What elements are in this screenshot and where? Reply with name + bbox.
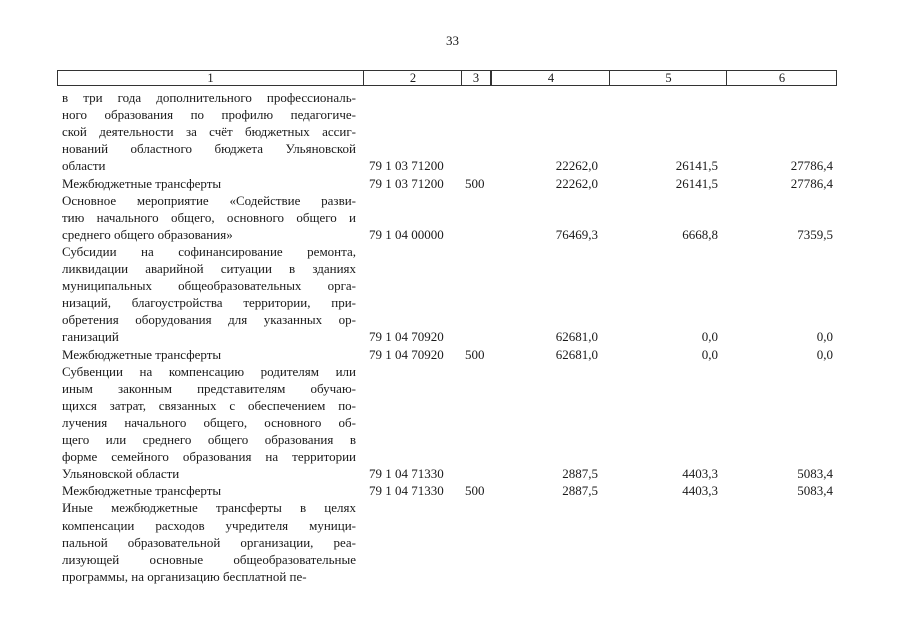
header-cell-5: 5 bbox=[609, 71, 727, 85]
row-value-col6: 7359,5 bbox=[797, 226, 833, 242]
row-value-col6: 0,0 bbox=[816, 329, 833, 345]
row-value-col5: 26141,5 bbox=[675, 158, 718, 174]
row-description-line: Основное мероприятие «Содействие разви- bbox=[62, 192, 356, 208]
row-description-line: иным законным представителям обучаю- bbox=[62, 380, 356, 396]
row-description-line: ской деятельности за счёт бюджетных ассиг- bbox=[62, 124, 356, 140]
row-description-line: Межбюджетные трансферты bbox=[62, 483, 222, 499]
row-expense-type bbox=[465, 226, 495, 243]
row-value-col5: 4403,3 bbox=[682, 466, 718, 482]
row-expense-type: 500 bbox=[465, 483, 485, 499]
row-code bbox=[369, 568, 469, 585]
row-value-col6: 27786,4 bbox=[790, 158, 833, 174]
row-description-line: лучения начального общего, основного об- bbox=[62, 414, 356, 430]
row-code: 79 1 03 71200 bbox=[369, 158, 444, 174]
row-description-line: в три года дополнительного профессиональ- bbox=[62, 90, 356, 105]
row-code: 79 1 04 70920 bbox=[369, 329, 444, 345]
row-description-line: Субсидии на софинансирование ремонта, bbox=[62, 243, 356, 259]
row-expense-type: 500 bbox=[465, 175, 485, 191]
row-value-col4: 2887,5 bbox=[562, 483, 598, 499]
header-cell-6: 6 bbox=[726, 71, 837, 85]
row-value-col6 bbox=[755, 568, 833, 585]
row-code: 79 1 04 00000 bbox=[369, 226, 444, 242]
row-value-col6: 27786,4 bbox=[790, 175, 833, 191]
row-expense-type bbox=[465, 157, 495, 174]
row-value-col4: 76469,3 bbox=[555, 226, 598, 242]
row-value-col4: 62681,0 bbox=[555, 329, 598, 345]
row-value-col5: 6668,8 bbox=[682, 226, 718, 242]
row-description-line: обретения оборудования для указанных ор- bbox=[62, 312, 356, 328]
row-value-col4: 22262,0 bbox=[555, 158, 598, 174]
row-expense-type bbox=[465, 328, 495, 345]
row-description-line: форме семейного образования на территории bbox=[62, 449, 356, 465]
row-expense-type bbox=[465, 568, 495, 585]
row-description-line: области bbox=[62, 158, 106, 174]
row-description-line: щихся затрат, связанных с обеспечением по- bbox=[62, 397, 356, 413]
row-value-col5: 0,0 bbox=[701, 346, 718, 362]
row-code: 79 1 04 71330 bbox=[369, 466, 444, 482]
header-cell-3: 3 bbox=[461, 71, 491, 85]
row-description-line: тию начального общего, основного общего и bbox=[62, 209, 356, 225]
row-value-col5: 0,0 bbox=[701, 329, 718, 345]
row-description-line: компенсации расходов учредителя муници- bbox=[62, 517, 356, 533]
row-value-col4: 2887,5 bbox=[562, 466, 598, 482]
row-expense-type: 500 bbox=[465, 346, 485, 362]
row-description-line: Субвенции на компенсацию родителям или bbox=[62, 363, 356, 379]
row-description-line: среднего общего образования» bbox=[62, 226, 233, 242]
row-description-line: щего или среднего общего образования в bbox=[62, 432, 356, 447]
row-description-line: Ульяновской области bbox=[62, 466, 180, 482]
page-number: 33 bbox=[446, 33, 459, 48]
row-value-col6: 5083,4 bbox=[797, 483, 833, 499]
row-description-line: нований областного бюджета Ульяновской bbox=[62, 141, 356, 157]
row-value-col5: 26141,5 bbox=[675, 175, 718, 191]
row-description-line: ного образования по профилю педагогиче- bbox=[62, 107, 356, 123]
row-value-col6: 0,0 bbox=[816, 346, 833, 362]
row-description-line: ганизаций bbox=[62, 329, 119, 345]
row-value-col5 bbox=[640, 568, 718, 585]
row-value-col4: 22262,0 bbox=[555, 175, 598, 191]
header-cell-2: 2 bbox=[363, 71, 462, 85]
row-value-col6: 5083,4 bbox=[797, 466, 833, 482]
row-description-line: низаций, благоустройства территории, при- bbox=[62, 295, 356, 311]
row-code: 79 1 04 70920 bbox=[369, 346, 444, 362]
row-code: 79 1 04 71330 bbox=[369, 483, 444, 499]
row-value-col4: 62681,0 bbox=[555, 346, 598, 362]
row-expense-type bbox=[465, 465, 495, 482]
row-description-line: лизующей основные общеобразовательные bbox=[62, 551, 356, 567]
row-value-col4 bbox=[520, 568, 598, 585]
row-description-line: Межбюджетные трансферты bbox=[62, 346, 222, 362]
row-description-line: программы, на организацию бесплатной пе- bbox=[62, 568, 307, 584]
row-value-col5: 4403,3 bbox=[682, 483, 718, 499]
row-description-line: муниципальных общеобразовательных орга- bbox=[62, 278, 356, 294]
row-code: 79 1 03 71200 bbox=[369, 175, 444, 191]
header-cell-4: 4 bbox=[491, 71, 610, 85]
row-description-line: пальной образовательной организации, реа- bbox=[62, 534, 356, 550]
header-cell-1: 1 bbox=[207, 71, 214, 85]
row-description-line: ликвидации аварийной ситуации в зданиях bbox=[62, 261, 356, 276]
row-description-line: Межбюджетные трансферты bbox=[62, 175, 222, 191]
row-description-line: Иные межбюджетные трансферты в целях bbox=[62, 500, 356, 516]
